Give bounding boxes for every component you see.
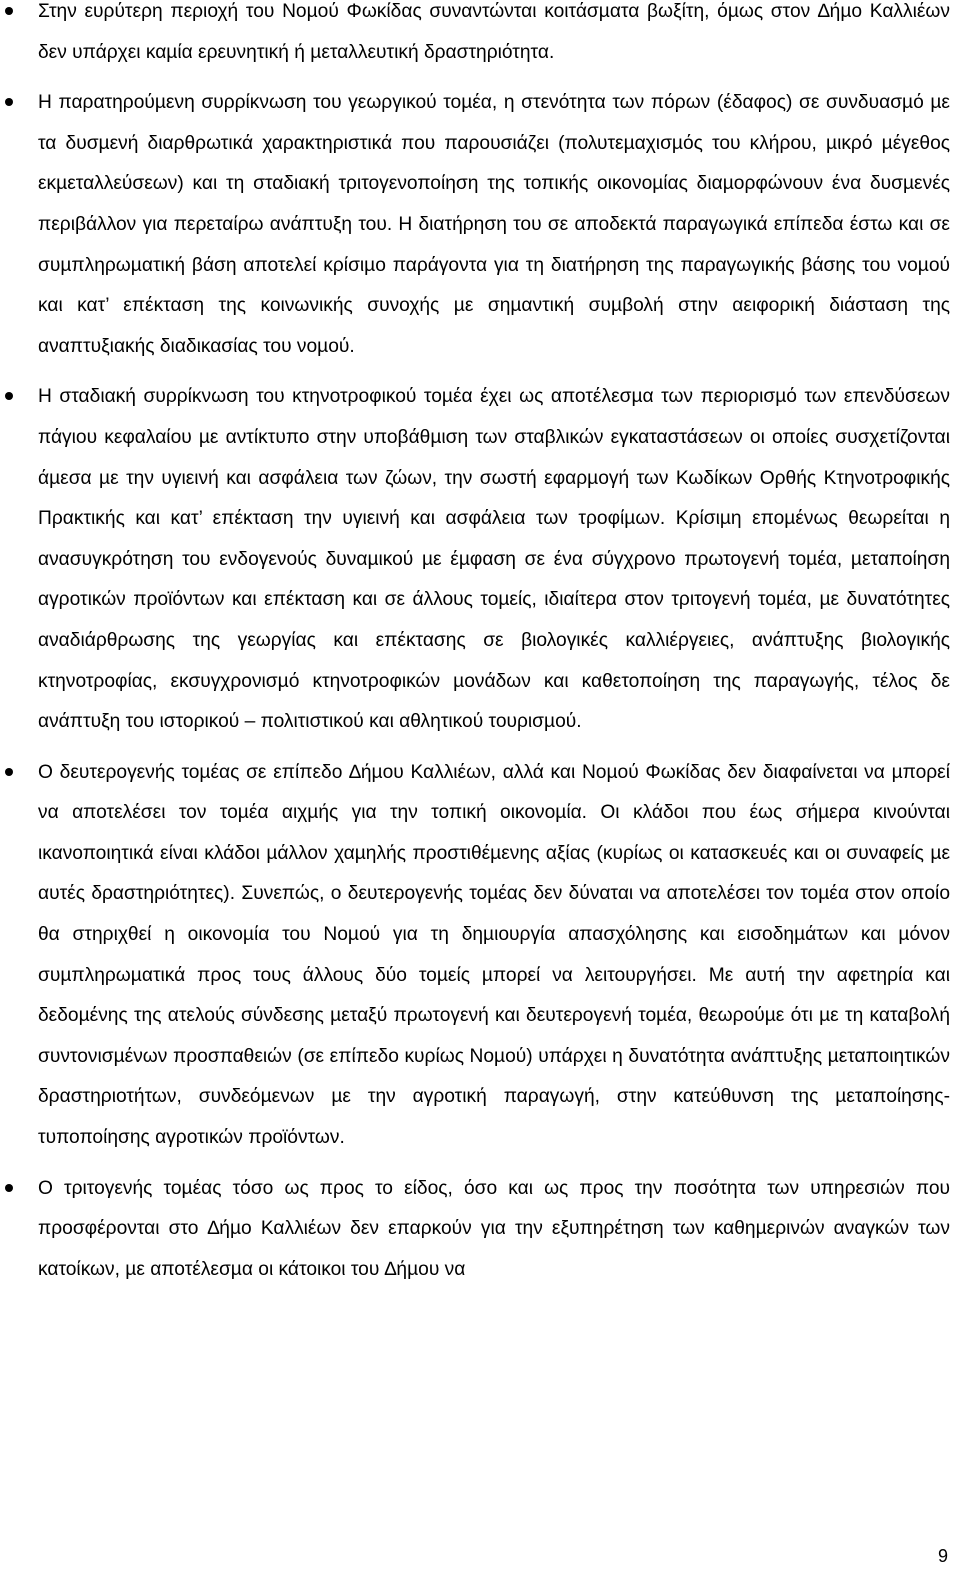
bullet-item-tertiary-sector bbox=[0, 1169, 960, 1291]
bullet-text: Ο δευτερογενής τοµέας σε επίπεδο ∆ήµου Καλλιέων, αλλά και Νοµού Φωκίδας δεν διαφαίνεται να µπορεί να αποτελέσει τον τοµέα αιχµής για την τοπική οικονοµία. Οι κλάδοι που έως σήµερα κινούνται ικανοποιητικά είναι κλάδοι µάλλον χαµηλής προστιθέµενης αξίας (κυρίως οι κατασκευές και οι συναφείς µε αυτές δραστηριότητες). Συνεπώς, ο δευτερογενής τοµέας δεν δύναται να αποτελέσει τον τοµέα στον οποίο θα στηριχθεί η οικονοµία του Νοµού για τη δηµιουργία απασχόλησης και εισοδηµάτων και µόνον συµπληρωµατικά προς τους άλλους δύο τοµείς µπορεί να λειτουργήσει. Με αυτή την αφετηρία και δεδοµένης της ατελούς σύνδεσης µεταξύ πρωτογενή και δευτερογενή τοµέα, θεωρούµε ότι µε τη καταβολή συντονισµένων προσπαθειών (σε επίπεδο κυρίως Νοµού) υπάρχει η δυνατότητα ανάπτυξης µεταποιητικών δραστηριοτήτων, συνδεόµενων µε την αγροτική παραγωγή, στην κατεύθυνση της µεταποίησης-τυποποίησης αγροτικών προϊόντων. bbox=[38, 761, 950, 1149]
bullet-dot-icon bbox=[5, 392, 13, 400]
bullet-item-mining bbox=[0, 0, 960, 73]
bullet-text: Η σταδιακή συρρίκνωση του κτηνοτροφικού τοµέα έχει ως αποτέλεσµα των περιορισµό των επενδύσεων πάγιου κεφαλαίου µε αντίκτυπο στην υποβάθµιση των σταβλικών εγκαταστάσεων οι οποίες συσχετίζονται άµεσα µε την υγιεινή και ασφάλεια των ζώων, την σωστή εφαρµογή των Κωδίκων Ορθής Κτηνοτροφικής Πρακτικής και κατ’ επέκταση την υγιεινή και ασφάλεια των τροφίµων. Κρίσιµη εποµένως θεωρείται η ανασυγκρότηση του ενδογενούς δυναµικού µε έµφαση σε ένα σύγχρονο πρωτογενή τοµέα, µεταποίηση αγροτικών προϊόντων και επέκταση και σε άλλους τοµείς, ιδιαίτερα στον τριτογενή τοµέα, µε δυνατότητες αναδιάρθρωσης της γεωργίας και επέκτασης σε βιολογικές καλλιέργειες, ανάπτυξης βιολογικής κτηνοτροφίας, εκσυγχρονισµό κτηνοτροφικών µονάδων και καθετοποίηση της παραγωγής, τέλος δε ανάπτυξη του ιστορικού – πολιτιστικού και αθλητικού τουρισµού. bbox=[38, 386, 950, 733]
bullet-dot-icon bbox=[5, 7, 13, 15]
bullet-item-livestock bbox=[0, 377, 960, 742]
page-number: 9 bbox=[937, 1546, 948, 1566]
bullet-dot-icon bbox=[5, 98, 13, 106]
bullet-text: Η παρατηρούµενη συρρίκνωση του γεωργικού τοµέα, η στενότητα των πόρων (έδαφος) σε συνδυασµό µε τα δυσµενή διαρθρωτικά χαρακτηριστικά που παρουσιάζει (πολυτεµαχισµός του κλήρου, µικρό µέγεθος εκµεταλλεύσεων) και τη σταδιακή τριτογενοποίηση της τοπικής οικονοµίας διαµορφώνουν ένα δυσµενές περιβάλλον για περεταίρω ανάπτυξη του. Η διατήρηση του σε αποδεκτά παραγωγικά επίπεδα έστω και σε συµπληρωµατική βάση αποτελεί κρίσιµο παράγοντα για τη διατήρηση της παραγωγικής βάσης του νοµού και κατ’ επέκταση της κοινωνικής συνοχής µε σηµαντική συµβολή στην αειφορική διάσταση της αναπτυξιακής διαδικασίας του νοµού. bbox=[38, 92, 950, 357]
bullet-dot-icon bbox=[5, 768, 13, 776]
bullet-item-secondary-sector bbox=[0, 753, 960, 1159]
bullet-item-agriculture bbox=[0, 83, 960, 367]
bullet-dot-icon bbox=[5, 1184, 13, 1192]
bullet-text: Ο τριτογενής τοµέας τόσο ως προς το είδος, όσο και ως προς την ποσότητα των υπηρεσιών που προσφέρονται στο ∆ήµο Καλλιέων δεν επαρκούν για την εξυπηρέτηση των καθηµερινών αναγκών των κατοίκων, µε αποτέλεσµα οι κάτοικοι του ∆ήµου να bbox=[38, 1177, 950, 1280]
bullet-text: Στην ευρύτερη περιοχή του Νοµού Φωκίδας συναντώνται κοιτάσµατα βωξίτη, όµως στον ∆ήµο Καλλιέων δεν υπάρχει καµία ερευνητική ή µεταλλευτική δραστηριότητα. bbox=[38, 1, 950, 63]
